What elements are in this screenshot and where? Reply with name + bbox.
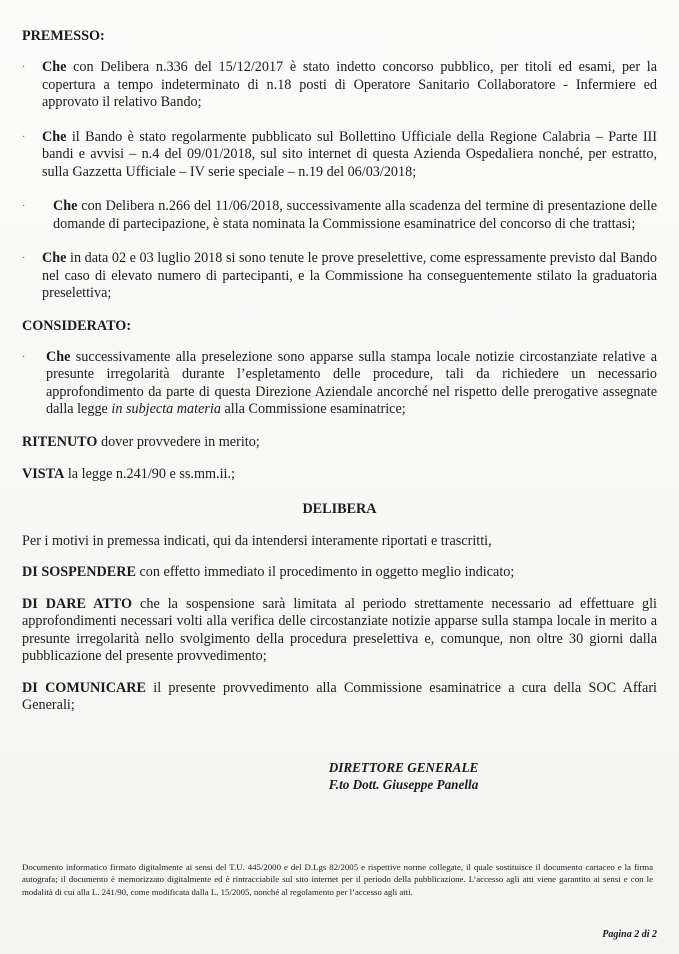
- comunicare-text: il presente provvedimento alla Commissione esaminatrice a cura della SOC Affari Generali;: [22, 679, 657, 713]
- item-text-end: alla Commissione esaminatrice;: [220, 401, 406, 417]
- vista-text: la legge n.241/90 e ss.mm.ii.;: [64, 466, 235, 482]
- ritenuto-text: dover provvedere in merito;: [97, 433, 260, 450]
- page-number: Pagina 2 di 2: [602, 929, 657, 940]
- item-text: con Delibera n.266 del 11/06/2018, successivamente alla scadenza del termine di presentazione delle domande di partecipazione, è stata nominata la Commissione esaminatrice del concorso di che trattasi;: [53, 198, 657, 232]
- vista-lead: VISTA: [22, 466, 65, 482]
- sospendere-paragraph: [22, 564, 657, 582]
- ritenuto-lead: RITENUTO: [22, 433, 98, 450]
- item-lead: Che: [42, 128, 67, 145]
- premesso-item-4: [22, 250, 657, 303]
- comunicare-lead: DI COMUNICARE: [22, 679, 146, 696]
- item-text: successivamente alla preselezione sono apparse sulla stampa locale notizie circostanziate relative a presunte irregolarità durante l’espletamento delle procedure, tali da richiedere un necessario approfondimento da parte di questa Direzione Aziendale ancorché nel rispetto delle prerogative assegnate dalla legge: [46, 348, 657, 417]
- premesso-item-3: [22, 198, 657, 233]
- delibera-heading: DELIBERA: [302, 500, 377, 517]
- bullet-icon: ·: [22, 201, 26, 212]
- sospendere-text: con effetto immediato il procedimento in oggetto meglio indicato;: [135, 564, 515, 580]
- sospendere-lead: DI SOSPENDERE: [22, 564, 136, 580]
- considerato-item: [22, 349, 657, 419]
- bullet-icon: ·: [22, 351, 26, 363]
- considerato-heading: CONSIDERATO:: [22, 317, 132, 334]
- item-text: il Bando è stato regolarmente pubblicato sul Bollettino Ufficiale della Regione Calabria – Parte III bandi e avvisi – n.4 del 09/01/2018, sul sito internet di questa Azienda Ospedaliera nonché, per estratto, sulla Gazzetta Ufficiale – IV serie speciale – n.19 del 06/03/2018;: [42, 128, 657, 180]
- premesso-item-1: [22, 59, 657, 112]
- item-lead: Che: [53, 198, 78, 214]
- dare-atto-lead: DI DARE ATTO: [22, 595, 133, 612]
- signature-title: DIRETTORE GENERALE: [328, 759, 479, 775]
- item-lead: Che: [46, 348, 71, 365]
- item-lead: Che: [42, 250, 67, 266]
- ritenuto-paragraph: [22, 434, 657, 452]
- dare-atto-text: che la sospensione sarà limitata al periodo strettamente necessario ad effettuare gli approfondimenti necessari volti alla verifica delle circostanziate notizie apparse sulla stampa locale in merito a presunte irregolarità nello svolgimento della procedura preselettiva e, comunque, non oltre 30 giorni dalla pubblicazione del presente provvedimento;: [22, 595, 657, 664]
- comunicare-paragraph: [22, 680, 657, 715]
- bullet-icon: ·: [22, 253, 26, 264]
- item-text: con Delibera n.336 del 15/12/2017 è stato indetto concorso pubblico, per titoli ed esami, per la copertura a tempo indeterminato di n.18 posti di Operatore Sanitario Collaboratore - Infermiere ed approvato il relativo Bando;: [42, 59, 657, 110]
- premesso-item-2: [22, 129, 657, 182]
- delibera-intro: Per i motivi in premessa indicati, qui da intendersi interamente riportati e trascritti,: [22, 532, 492, 549]
- dare-atto-paragraph: [22, 596, 657, 666]
- item-text: in data 02 e 03 luglio 2018 si sono tenute le prove preselettive, come espressamente previsto dal Bando nel caso di elevato numero di partecipanti, e la Commissione ha conseguentemente stilato la graduatoria preselettiva;: [42, 250, 657, 301]
- bullet-icon: ·: [22, 62, 26, 73]
- latin-phrase: in subjecta materia: [111, 401, 221, 417]
- vista-paragraph: [22, 466, 657, 484]
- premesso-heading: PREMESSO:: [22, 28, 105, 44]
- digital-signature-footnote: Documento informatico firmato digitalmente ai sensi del T.U. 445/2000 e del D.Lgs 82/2005 e rispettive norme collegate, il quale sostituisce il documento cartaceo e la firma autografa; il documento è memorizzato digitalmente ed è rintracciabile sul sito internet per il periodo della pubblicazione. L’accesso agli atti viene garantito ai sensi e con le modalità di cui alla L. 241/90, come modificata dalla L. 15/2005, nonché al regolamento per l’accesso agli atti.: [22, 861, 653, 897]
- signature-name: F.to Dott. Giuseppe Panella: [328, 776, 479, 792]
- bullet-icon: ·: [22, 131, 26, 143]
- item-lead: Che: [42, 59, 67, 75]
